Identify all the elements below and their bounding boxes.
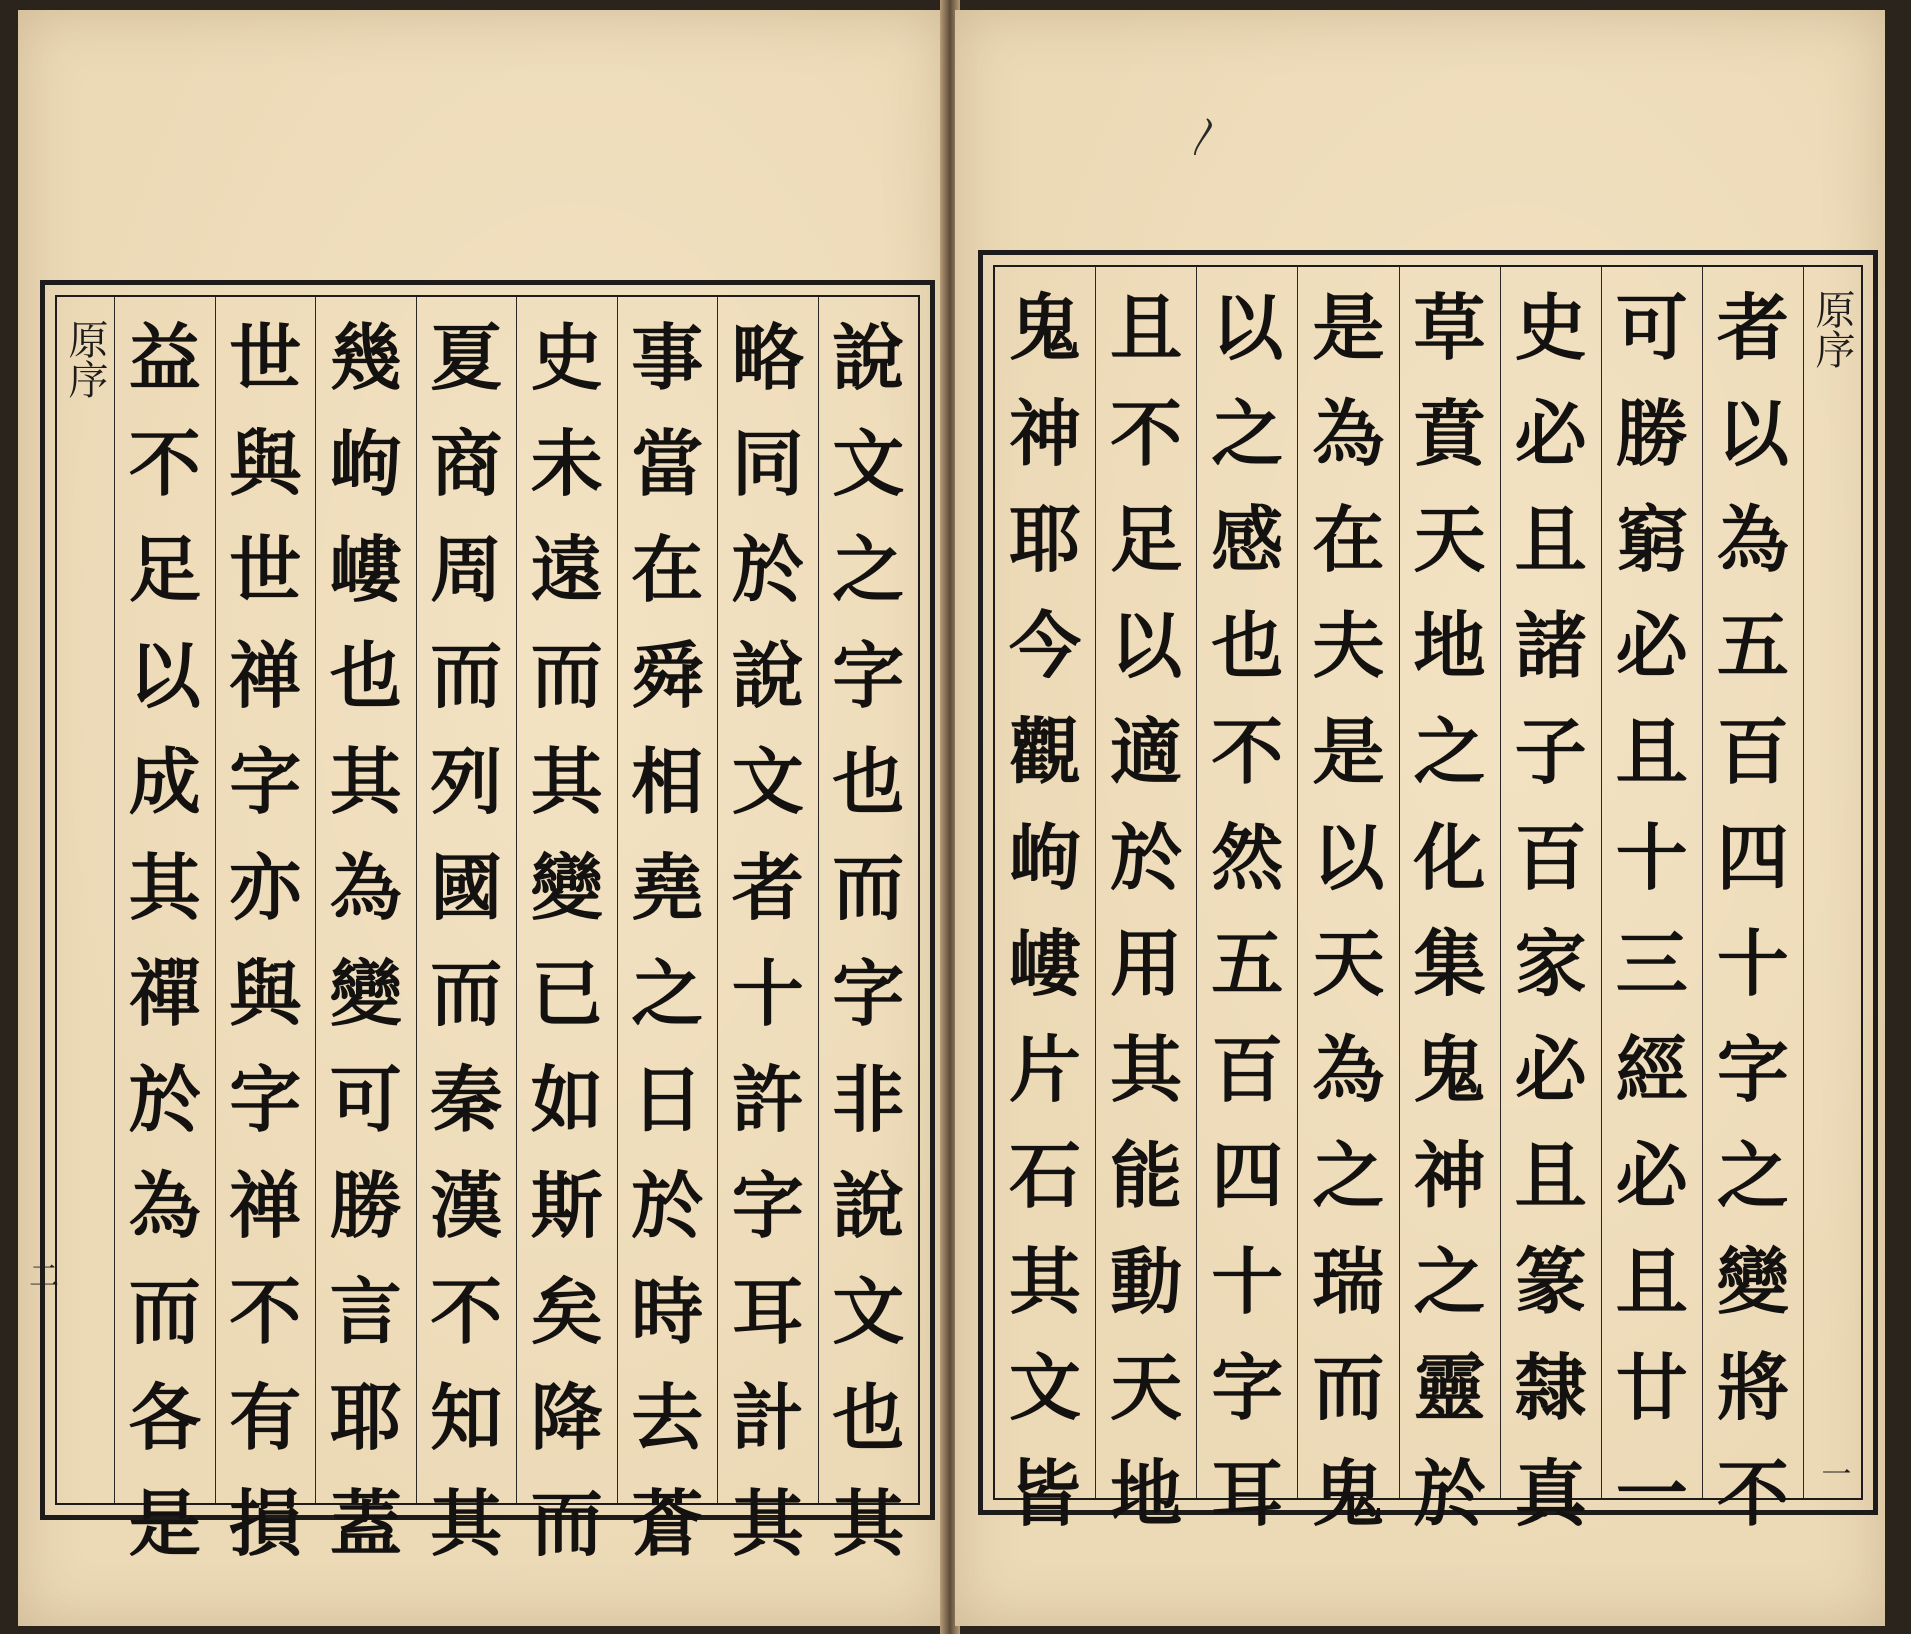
text-column	[315, 297, 416, 1566]
right-folio: 一	[1815, 1458, 1851, 1488]
character: 觀	[1009, 709, 1082, 794]
character: 為	[329, 845, 402, 930]
character: 成	[128, 739, 201, 824]
character: 鬼	[1312, 1451, 1385, 1536]
character: 以	[128, 633, 201, 718]
character: 幾	[329, 315, 402, 400]
character: 夫	[1312, 603, 1385, 688]
character: 而	[832, 845, 905, 930]
text-column	[114, 297, 215, 1566]
text-column	[1297, 267, 1398, 1536]
character: 之	[1716, 1133, 1789, 1218]
text-column	[1399, 267, 1500, 1536]
character: 為	[1716, 497, 1789, 582]
character: 字	[731, 1163, 804, 1248]
character: 益	[128, 315, 201, 400]
character: 也	[1211, 603, 1284, 688]
character: 文	[832, 421, 905, 506]
character: 者	[1716, 285, 1789, 370]
character: 不	[1110, 391, 1183, 476]
character: 堯	[631, 845, 704, 930]
right-side-label: 原序	[1809, 289, 1855, 369]
character: 之	[1312, 1133, 1385, 1218]
character: 鬼	[1413, 1027, 1486, 1112]
character: 於	[1413, 1451, 1486, 1536]
text-column	[717, 297, 818, 1566]
character: 神	[1009, 391, 1082, 476]
character: 且	[1110, 285, 1183, 370]
character: 日	[631, 1057, 704, 1142]
character: 耶	[1009, 497, 1082, 582]
character: 而	[1312, 1345, 1385, 1430]
text-column	[516, 297, 617, 1566]
character: 禅	[229, 1163, 302, 1248]
character: 同	[731, 421, 804, 506]
character: 可	[1615, 285, 1688, 370]
character: 知	[430, 1375, 503, 1460]
character: 未	[530, 421, 603, 506]
character: 動	[1110, 1239, 1183, 1324]
character: 是	[1312, 709, 1385, 794]
character: 其	[1110, 1027, 1183, 1112]
character: 地	[1110, 1451, 1183, 1536]
right-text-frame	[978, 250, 1878, 1536]
character: 百	[1716, 709, 1789, 794]
right-side-label-column	[1803, 267, 1861, 1498]
character: 十	[731, 951, 804, 1036]
left-side-label-column	[57, 297, 114, 1503]
character: 秦	[430, 1057, 503, 1142]
character: 字	[1211, 1345, 1284, 1430]
character: 有	[229, 1375, 302, 1460]
left-folio: 二	[23, 1260, 58, 1290]
character: 許	[731, 1057, 804, 1142]
character: 不	[128, 421, 201, 506]
character: 且	[1615, 1239, 1688, 1324]
character: 之	[1413, 709, 1486, 794]
character: 而	[530, 633, 603, 718]
character: 字	[229, 739, 302, 824]
character: 在	[1312, 497, 1385, 582]
character: 其	[731, 1481, 804, 1566]
character: 可	[329, 1057, 402, 1142]
character: 為	[1312, 391, 1385, 476]
character: 字	[832, 633, 905, 718]
character: 蒼	[631, 1481, 704, 1566]
character: 窮	[1615, 497, 1688, 582]
character: 亦	[229, 845, 302, 930]
character: 計	[731, 1375, 804, 1460]
character: 文	[1009, 1345, 1082, 1430]
character: 之	[631, 951, 704, 1036]
character: 變	[329, 951, 402, 1036]
character: 損	[229, 1481, 302, 1566]
character: 非	[832, 1057, 905, 1142]
character: 遠	[530, 527, 603, 612]
text-column	[416, 297, 517, 1566]
character: 與	[229, 421, 302, 506]
character: 百	[1211, 1027, 1284, 1112]
character: 嶁	[329, 527, 402, 612]
character: 化	[1413, 815, 1486, 900]
character: 變	[530, 845, 603, 930]
character: 諸	[1514, 603, 1587, 688]
character: 勝	[1615, 391, 1688, 476]
character: 耳	[731, 1269, 804, 1354]
character: 周	[430, 527, 503, 612]
character: 耳	[1211, 1451, 1284, 1536]
character: 天	[1413, 497, 1486, 582]
character: 也	[329, 633, 402, 718]
character: 足	[128, 527, 201, 612]
character: 其	[430, 1481, 503, 1566]
character: 世	[229, 527, 302, 612]
character: 靈	[1413, 1345, 1486, 1430]
character: 不	[430, 1269, 503, 1354]
character: 瑞	[1312, 1239, 1385, 1324]
character: 天	[1110, 1345, 1183, 1430]
character: 適	[1110, 709, 1183, 794]
character: 在	[631, 527, 704, 612]
character: 勝	[329, 1163, 402, 1248]
character: 世	[229, 315, 302, 400]
character: 之	[832, 527, 905, 612]
character: 已	[530, 951, 603, 1036]
character: 以	[1110, 603, 1183, 688]
character: 也	[832, 1375, 905, 1460]
character: 岣	[1009, 815, 1082, 900]
character: 不	[1211, 709, 1284, 794]
character: 說	[832, 1163, 905, 1248]
character: 十	[1716, 921, 1789, 1006]
character: 為	[128, 1163, 201, 1248]
character: 各	[128, 1375, 201, 1460]
left-column-grid	[55, 295, 920, 1566]
character: 是	[128, 1481, 201, 1566]
character: 不	[229, 1269, 302, 1354]
character: 相	[631, 739, 704, 824]
character: 皆	[1009, 1451, 1082, 1536]
character: 然	[1211, 815, 1284, 900]
character: 將	[1716, 1345, 1789, 1430]
character: 片	[1009, 1027, 1082, 1112]
character: 於	[128, 1057, 201, 1142]
right-page-mark: 〳	[1185, 114, 1225, 160]
character: 而	[530, 1481, 603, 1566]
character: 於	[1110, 815, 1183, 900]
character: 其	[530, 739, 603, 824]
character: 其	[329, 739, 402, 824]
left-side-label: 原序	[62, 319, 108, 399]
character: 天	[1312, 921, 1385, 1006]
right-column-grid	[993, 265, 1863, 1536]
character: 鬼	[1009, 285, 1082, 370]
character: 四	[1211, 1133, 1284, 1218]
character: 而	[128, 1269, 201, 1354]
character: 言	[329, 1269, 402, 1354]
character: 時	[631, 1269, 704, 1354]
text-column	[215, 297, 316, 1566]
character: 當	[631, 421, 704, 506]
character: 於	[631, 1163, 704, 1248]
character: 賁	[1413, 391, 1486, 476]
character: 感	[1211, 497, 1284, 582]
character: 事	[631, 315, 704, 400]
left-page	[18, 10, 946, 1626]
character: 用	[1110, 921, 1183, 1006]
text-column	[1702, 267, 1803, 1536]
character: 岣	[329, 421, 402, 506]
character: 今	[1009, 603, 1082, 688]
character: 十	[1211, 1239, 1284, 1324]
character: 略	[731, 315, 804, 400]
character: 且	[1514, 1133, 1587, 1218]
character: 商	[430, 421, 503, 506]
character: 文	[731, 739, 804, 824]
text-column	[617, 297, 718, 1566]
text-column	[1601, 267, 1702, 1536]
character: 子	[1514, 709, 1587, 794]
character: 地	[1413, 603, 1486, 688]
character: 說	[731, 633, 804, 718]
character: 國	[430, 845, 503, 930]
character: 漢	[430, 1163, 503, 1248]
character: 文	[832, 1269, 905, 1354]
character: 說	[832, 315, 905, 400]
character: 廿	[1615, 1345, 1688, 1430]
character: 且	[1514, 497, 1587, 582]
character: 石	[1009, 1133, 1082, 1218]
character: 足	[1110, 497, 1183, 582]
character: 去	[631, 1375, 704, 1460]
character: 斯	[530, 1163, 603, 1248]
character: 變	[1716, 1239, 1789, 1324]
character: 是	[1312, 285, 1385, 370]
character: 夏	[430, 315, 503, 400]
character: 必	[1615, 603, 1688, 688]
text-column	[995, 267, 1095, 1536]
character: 草	[1413, 285, 1486, 370]
character: 經	[1615, 1027, 1688, 1112]
character: 百	[1514, 815, 1587, 900]
character: 真	[1514, 1451, 1587, 1536]
character: 舜	[631, 633, 704, 718]
character: 列	[430, 739, 503, 824]
character: 史	[1514, 285, 1587, 370]
character: 必	[1514, 1027, 1587, 1112]
character: 且	[1615, 709, 1688, 794]
character: 史	[530, 315, 603, 400]
text-column	[1196, 267, 1297, 1536]
character: 四	[1716, 815, 1789, 900]
character: 五	[1211, 921, 1284, 1006]
text-column	[1500, 267, 1601, 1536]
character: 如	[530, 1057, 603, 1142]
character: 其	[832, 1481, 905, 1566]
character: 於	[731, 527, 804, 612]
character: 為	[1312, 1027, 1385, 1112]
character: 必	[1514, 391, 1587, 476]
character: 三	[1615, 921, 1688, 1006]
character: 不	[1716, 1451, 1789, 1536]
character: 篆	[1514, 1239, 1587, 1324]
character: 以	[1716, 391, 1789, 476]
character: 隸	[1514, 1345, 1587, 1430]
character: 一	[1615, 1451, 1688, 1536]
character: 耶	[329, 1375, 402, 1460]
character: 其	[1009, 1239, 1082, 1324]
character: 十	[1615, 815, 1688, 900]
character: 其	[128, 845, 201, 930]
character: 之	[1413, 1239, 1486, 1324]
character: 能	[1110, 1133, 1183, 1218]
character: 以	[1211, 285, 1284, 370]
character: 而	[430, 633, 503, 718]
character: 禅	[229, 633, 302, 718]
character: 五	[1716, 603, 1789, 688]
character: 矣	[530, 1269, 603, 1354]
character: 也	[832, 739, 905, 824]
left-folio-holder	[18, 1210, 62, 1300]
character: 降	[530, 1375, 603, 1460]
character: 禪	[128, 951, 201, 1036]
character: 而	[430, 951, 503, 1036]
text-column	[818, 297, 919, 1566]
character: 必	[1615, 1133, 1688, 1218]
character: 嶁	[1009, 921, 1082, 1006]
character: 集	[1413, 921, 1486, 1006]
character: 字	[832, 951, 905, 1036]
character: 者	[731, 845, 804, 930]
right-page	[955, 10, 1885, 1626]
text-column	[1095, 267, 1196, 1536]
character: 之	[1211, 391, 1284, 476]
left-text-frame	[40, 280, 935, 1566]
character: 神	[1413, 1133, 1486, 1218]
character: 字	[1716, 1027, 1789, 1112]
character: 以	[1312, 815, 1385, 900]
character: 家	[1514, 921, 1587, 1006]
character: 與	[229, 951, 302, 1036]
character: 蓋	[329, 1481, 402, 1566]
character: 字	[229, 1057, 302, 1142]
